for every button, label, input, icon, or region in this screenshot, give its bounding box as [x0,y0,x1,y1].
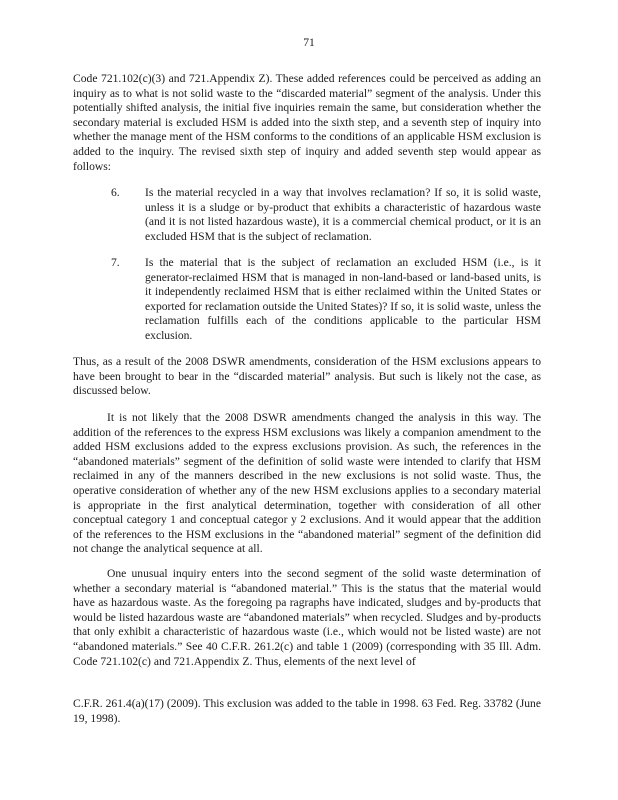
paragraph-analysis: It is not likely that the 2008 DSWR amendments changed the analysis in this way. The addition of the references to the express HSM exclusions was likely a companion amendment to the added HSM exclusions added to the express exclusions provision. As such, the references in the “abandoned materials” segment of the definition of solid waste were intended to clarify that HSM reclaimed in any of the manners described in the new exclusions is not solid waste. Thus, the operative consideration of whether any of the new HSM exclusions applies to a secondary material is appropriate in the first analytical determination, together with consideration of all other conceptual category 1 and conceptual categor y 2 exclusions. And it would appear that the addition of the references to the HSM exclusions in the “abandoned material” segment of the definition did not change the analytical sequence at all. [73,411,541,556]
paragraph-unusual-inquiry: One unusual inquiry enters into the second segment of the solid waste determination of whether a secondary material is “abandoned material.” This is the status that the material would have as hazardous waste. As the foregoing pa ragraphs have indicated, sludges and by-products that would be listed hazardous waste are “abandoned materials” when recycled. Sludges and by-products that only exhibit a characteristic of hazardous waste (i.e., which would not be listed waste) are not “abandoned materials.” See 40 C.F.R. 261.2(c) and table 1 (2009) (corresponding with 35 Ill. Adm. Code 721.102(c) and 721.Appendix Z. Thus, elements of the next level of [73,567,541,668]
list-item-6 [111,186,541,244]
paragraph-conclusion: Thus, as a result of the 2008 DSWR amendments, consideration of the HSM exclusions appears to have been brought to bear in the “discarded material” analysis. But such is likely not the case, as discussed below. [73,355,541,398]
footnote: C.F.R. 261.4(a)(17) (2009). This exclusion was added to the table in 1998. 63 Fed. Reg. 33782 (June 19, 1998). [73,697,541,725]
list-item-number: 6. [111,186,120,199]
list-item-number: 7. [111,256,120,269]
list-item-7 [111,256,541,344]
list-item-text: Is the material recycled in a way that involves reclamation? If so, it is solid waste, unless it is a sludge or by-product that exhibits a characteristic of hazardous waste (and it is not listed hazardous waste), it is a commercial chemical product, or it is an excluded HSM that is the subject of reclamation. [145,186,541,243]
list-item-text: Is the material that is the subject of reclamation an excluded HSM (i.e., is it generator-reclaimed HSM that is managed in non-land-based or land-based units, is it independently reclaimed HSM that is either reclaimed within the United States or exported for reclamation outside the United States)? If so, it is solid waste, unless the reclamation fulfills each of the conditions applicable to the particular HSM exclusion. [145,256,541,342]
paragraph-intro: Code 721.102(c)(3) and 721.Appendix Z). These added references could be perceived as adding an inquiry as to what is not solid waste to the “discarded material” segment of the analysis. Under this potentially shifted analysis, the initial five inquiries remain the same, but consideration whether the secondary material is excluded HSM is added into the sixth step, and a seventh step of inquiry into whether the manage ment of the HSM conforms to the conditions of an applicable HSM exclusion is added to the inquiry. The revised sixth step of inquiry and added seventh step would appear as follows: [73,72,541,173]
page-number: 71 [303,36,315,49]
